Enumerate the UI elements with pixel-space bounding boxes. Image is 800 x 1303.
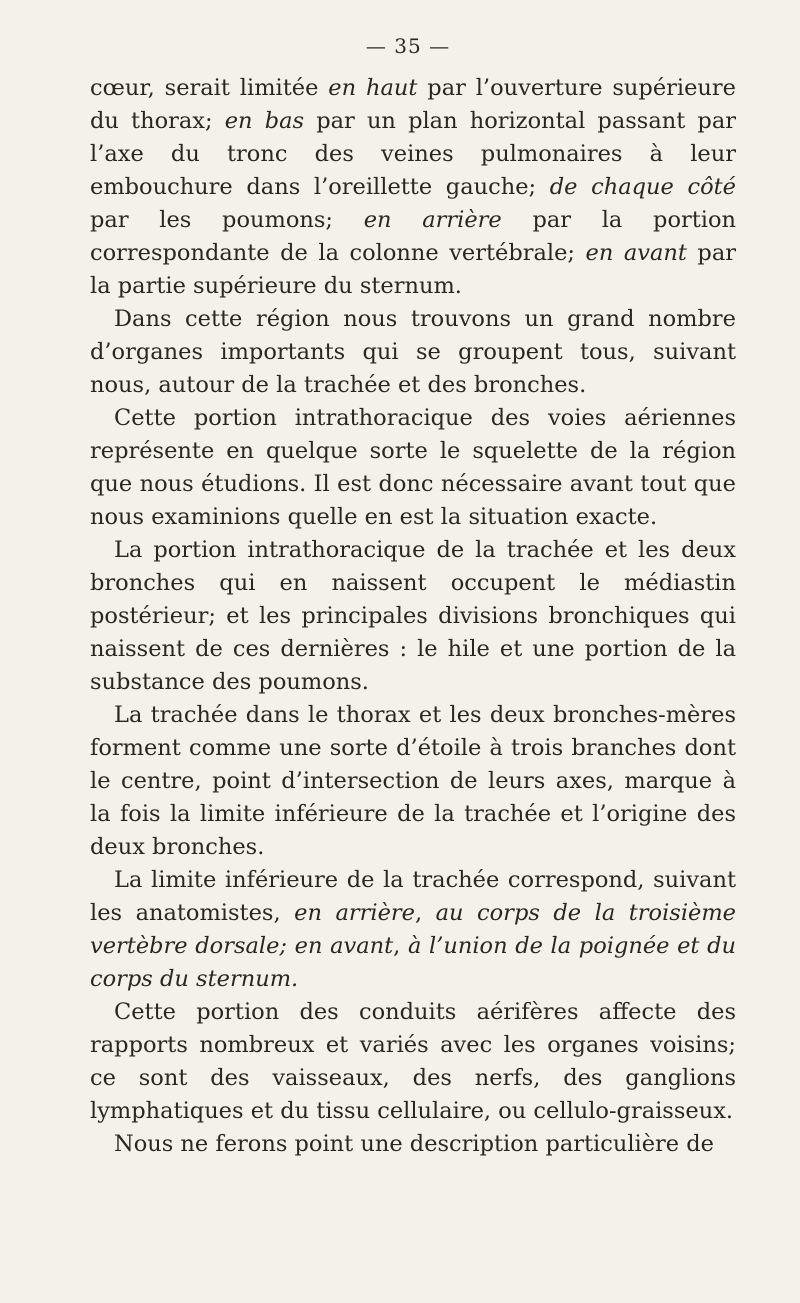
italic-text: en arrière <box>294 900 415 926</box>
paragraph <box>90 303 736 402</box>
paragraph <box>90 402 736 534</box>
text-run: cœur, serait limitée <box>90 75 329 101</box>
paragraph <box>90 72 736 303</box>
text-run: Dans cette région nous trouvons un grand nombre d’organes importants qui se groupent tous, suivant nous, autour de la trachée et des bronches. <box>90 306 736 398</box>
text-run: par la partie supérieure du sternum. <box>90 240 736 299</box>
italic-text: en arrière <box>363 207 502 233</box>
paragraph <box>90 996 736 1128</box>
page-number: — 35 — <box>365 34 451 58</box>
italic-text: en haut <box>328 75 418 101</box>
italic-text: en bas <box>224 108 305 134</box>
paragraph <box>90 1128 736 1161</box>
text-run: , <box>414 900 436 926</box>
text-run: Cette portion des conduits aérifères affecte des rapports nombreux et variés avec les organes voisins; ce sont des vaisseaux, des nerfs, des ganglions lymphatiques et du tissu cellulaire, ou cellulo-graisseux. <box>90 999 736 1124</box>
text-run: Nous ne ferons point une description particulière de <box>114 1131 714 1157</box>
italic-text: de chaque côté <box>549 174 736 200</box>
text-run: , <box>393 933 408 959</box>
paragraph <box>90 699 736 864</box>
italic-text: au corps de la troisième vertèbre dorsale; en avant <box>90 900 736 959</box>
text-run: par un plan horizontal passant par l’axe du tronc des veines pulmonaires à leur embouchure dans l’oreillette gauche; <box>90 108 737 200</box>
text-run: Cette portion intrathoracique des voies aériennes représente en quelque sorte le squelette de la région que nous étudions. Il est donc nécessaire avant tout que nous examinions quelle en est la situation exacte. <box>90 405 736 530</box>
text-run: La trachée dans le thorax et les deux bronches-mères forment comme une sorte d’étoile à trois branches dont le centre, point d’intersection de leurs axes, marque à la fois la limite inférieure de la trachée et l’origine des deux bronches. <box>90 702 736 860</box>
text-run: La limite inférieure de la trachée correspond, suivant les anatomistes, <box>90 867 736 926</box>
text-run: La portion intrathoracique de la trachée et les deux bronches qui en naissent occupent le médiastin postérieur; et les principales divisions bronchiques qui naissent de ces dernières : le hile et une portion de la substance des poumons. <box>90 537 736 695</box>
italic-text: à l’union de la poignée et du corps du sternum. <box>90 933 736 992</box>
text-run: par les poumons; <box>90 207 364 233</box>
body-text <box>90 72 736 1161</box>
paragraph <box>90 864 736 996</box>
italic-text: en avant <box>585 240 687 266</box>
paragraph <box>90 534 736 699</box>
text-run: par la portion correspondante de la colonne vertébrale; <box>90 207 737 266</box>
text-run: par l’ouverture supérieure du thorax; <box>90 75 736 134</box>
